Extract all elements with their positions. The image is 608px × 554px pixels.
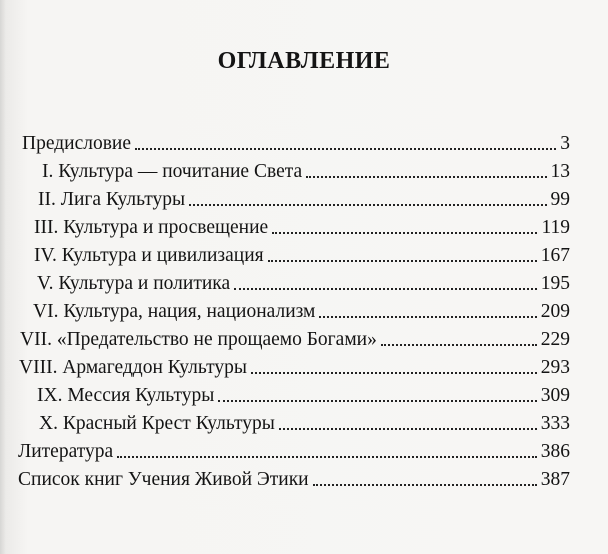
toc-leader-dots [268,260,537,262]
toc-entry-page: 229 [540,329,570,350]
toc-entry-label: III. Культура и просвещение [34,217,269,238]
toc-leader-dots [117,456,537,458]
toc-entry-chapter-9[interactable] [37,379,570,407]
toc-entry-page: 387 [540,469,570,490]
toc-entry-chapter-1[interactable] [42,155,570,183]
toc-entry-page: 13 [550,161,570,182]
toc-entry-book-list[interactable] [18,463,570,491]
toc-entry-page: 195 [540,273,570,294]
toc-entry-page: 3 [560,133,570,154]
toc-entry-label: V. Культура и политика [37,273,231,294]
toc-leader-dots [189,204,546,206]
toc-leader-dots [306,176,546,178]
toc-leader-dots [272,232,537,234]
toc-entry-chapter-5[interactable] [37,267,570,295]
toc-entry-page: 209 [540,301,570,322]
page-edge-shadow [0,0,6,554]
toc-entry-label: IV. Культура и цивилизация [34,245,264,266]
toc-entry-chapter-7[interactable] [20,323,570,351]
toc-entry-page: 386 [540,441,570,462]
toc-entry-chapter-10[interactable] [39,407,570,435]
toc-entry-label: VI. Культура, нация, национализм [33,301,316,322]
toc-entry-page: 119 [541,217,570,238]
toc-entry-page: 309 [540,385,570,406]
toc-leader-dots [251,372,537,374]
toc-leader-dots [234,288,537,290]
toc-entry-page: 333 [540,413,570,434]
toc-leader-dots [218,400,536,402]
toc-entry-chapter-8[interactable] [19,351,570,379]
toc-leader-dots [279,428,537,430]
toc-entry-page: 167 [540,245,570,266]
toc-leader-dots [381,344,537,346]
toc-entry-bibliography[interactable] [18,435,570,463]
toc-entry-label: IX. Мессия Культуры [37,385,215,406]
toc-entry-label: II. Лига Культуры [38,189,186,210]
toc-entry-label: X. Красный Крест Культуры [39,413,275,434]
toc-entry-label: Предисловие [22,133,132,154]
page-title: ОГЛАВЛЕНИЕ [217,48,391,74]
toc-entry-page: 99 [550,189,570,210]
toc-entry-preface[interactable] [22,127,570,155]
toc-entry-label: Литература [18,441,114,462]
toc-entry-chapter-2[interactable] [38,183,570,211]
toc-entry-label: I. Культура — почитание Света [42,161,303,182]
toc-entry-label: VIII. Армагеддон Культуры [19,357,247,378]
toc-entry-label: Список книг Учения Живой Этики [18,469,309,490]
toc-leader-dots [319,316,536,318]
toc-entry-page: 293 [540,357,570,378]
toc-entry-chapter-4[interactable] [34,239,570,267]
toc-leader-dots [135,148,556,150]
toc-entry-label: VII. «Предательство не прощаемо Богами» [20,329,377,350]
toc-entry-chapter-6[interactable] [33,295,570,323]
toc-entry-chapter-3[interactable] [34,211,570,239]
toc-leader-dots [313,484,537,486]
